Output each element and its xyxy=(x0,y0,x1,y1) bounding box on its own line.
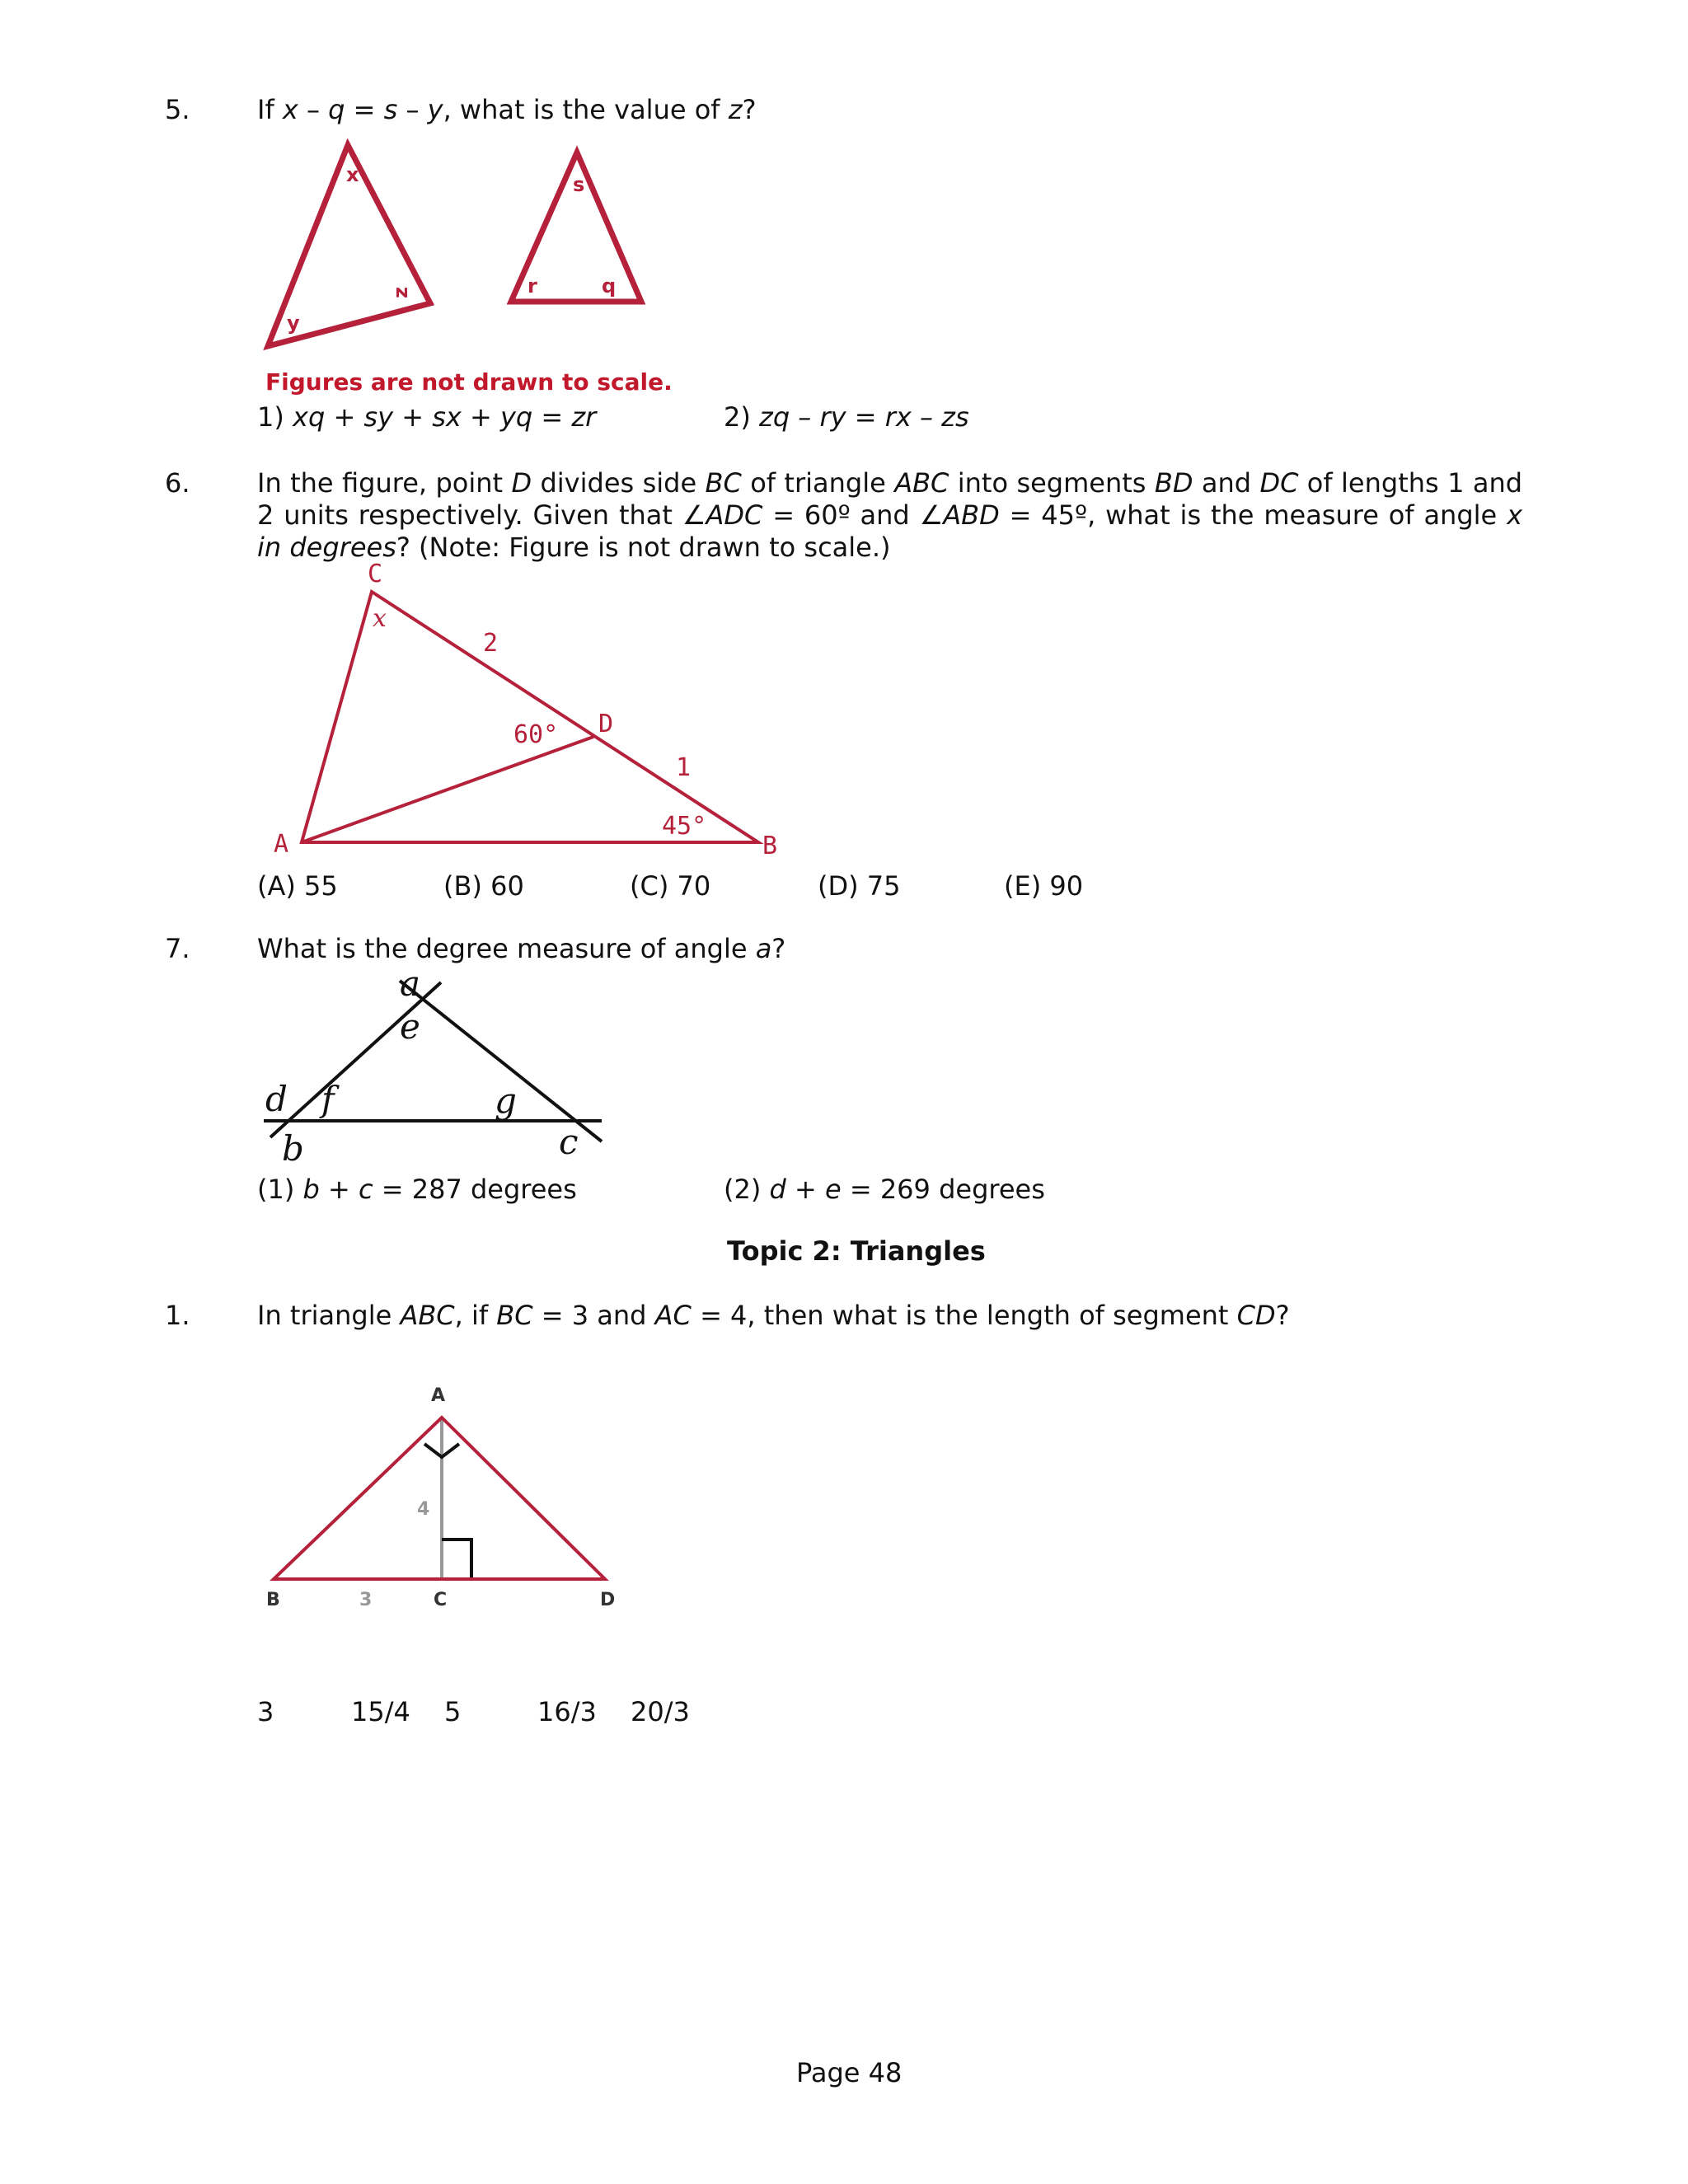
q6-label-60: 60° xyxy=(513,720,559,749)
q5-s1-expr: xq + sy + sx + yq = zr xyxy=(293,401,597,433)
t2-q1-figure xyxy=(256,1376,635,1615)
q5-label-r: r xyxy=(528,274,537,298)
var-ABC: ABC xyxy=(894,467,950,499)
t2-q1-label-B: B xyxy=(266,1590,280,1610)
q5-s1-prefix: 1) xyxy=(257,401,293,433)
t2-q1-label-A: A xyxy=(431,1385,446,1406)
q7-qmark: ? xyxy=(771,933,786,964)
var-BD: BD xyxy=(1154,467,1193,499)
q7-number: 7. xyxy=(165,933,190,964)
q6-figure xyxy=(264,557,808,862)
t2-q1-stem xyxy=(257,1300,1290,1332)
page-number: Page 48 xyxy=(796,2057,903,2088)
t2-q1-triangle-ABD xyxy=(274,1418,605,1579)
x-in-degrees: x in degrees xyxy=(257,499,1523,563)
q5-qmark: ? xyxy=(742,94,757,125)
q6-segment-AD xyxy=(302,737,593,842)
q6-choice-c: (C) 70 xyxy=(630,870,711,902)
var-x: x xyxy=(282,94,298,125)
q7-stem xyxy=(257,933,785,965)
q7-label-b: b xyxy=(282,1128,304,1169)
t2-q1-choice-3: 5 xyxy=(444,1696,462,1727)
q7-s2-rest: = 269 degrees xyxy=(841,1174,1045,1205)
var-c: c xyxy=(358,1174,373,1205)
q6-text-1: In the figure, point xyxy=(257,467,512,499)
figure-note: Figures are not drawn to scale. xyxy=(265,368,673,396)
q6-text-3: of triangle xyxy=(741,467,895,499)
q5-number: 5. xyxy=(165,94,190,125)
q5-label-q: q xyxy=(602,274,617,298)
q5-minus: – xyxy=(298,94,329,125)
t2-q1-qmark: ? xyxy=(1275,1300,1290,1331)
q5-label-z: z xyxy=(389,287,412,298)
q6-label-B: B xyxy=(762,832,778,860)
q5-s2-prefix: 2) xyxy=(724,401,760,433)
q7-label-d: d xyxy=(265,1079,288,1119)
q5-stem-text2: , what is the value of xyxy=(443,94,729,125)
q7-stem-text: What is the degree measure of angle xyxy=(257,933,756,964)
q7-statement-1 xyxy=(257,1174,577,1206)
var-DC: DC xyxy=(1259,467,1299,499)
t2-q1-choice-5: 20/3 xyxy=(631,1696,690,1727)
q7-statement-2 xyxy=(724,1174,1045,1206)
q6-label-1: 1 xyxy=(676,753,692,782)
q6-label-2: 2 xyxy=(483,629,499,658)
var-BC: BC xyxy=(496,1300,533,1331)
topic-heading: Topic 2: Triangles xyxy=(727,1235,986,1267)
q6-number: 6. xyxy=(165,467,190,499)
q5-label-y: y xyxy=(287,312,300,335)
var-q: q xyxy=(328,94,345,125)
q6-choice-d: (D) 75 xyxy=(818,870,901,902)
var-AC: AC xyxy=(654,1300,692,1331)
q6-stem xyxy=(257,467,1522,564)
var-e: e xyxy=(824,1174,842,1205)
var-BC: BC xyxy=(705,467,742,499)
q5-minus2: – xyxy=(397,94,428,125)
q6-text-6: of lengths 1 and 2 units respectively. Given that xyxy=(257,467,1523,531)
q6-triangle-ABC xyxy=(302,592,758,842)
q5-stem-text: If xyxy=(257,94,283,125)
q7-s1-plus: + xyxy=(319,1174,359,1205)
var-s: s xyxy=(383,94,398,125)
t2-q1-choice-1: 3 xyxy=(257,1696,274,1727)
var-y: y xyxy=(427,94,443,125)
q6-choice-e: (E) 90 xyxy=(1004,870,1084,902)
var-CD: CD xyxy=(1236,1300,1276,1331)
q7-label-e: e xyxy=(400,1006,420,1047)
q7-s2-plus: + xyxy=(785,1174,825,1205)
var-z: z xyxy=(728,94,743,125)
q6-text-5: and xyxy=(1193,467,1260,499)
q6-label-D: D xyxy=(598,710,614,738)
q7-s1-rest: = 287 degrees xyxy=(373,1174,577,1205)
q6-choice-a: (A) 55 xyxy=(257,870,338,902)
q6-text-4: into segments xyxy=(949,467,1155,499)
t2-q1-text-2: , if xyxy=(454,1300,497,1331)
t2-q1-text-4: = 4, then what is the length of segment xyxy=(691,1300,1237,1331)
q6-label-A: A xyxy=(274,830,289,859)
t2-q1-label-C: C xyxy=(434,1590,448,1610)
q6-text-9: ? (Note: Figure is not drawn to scale.) xyxy=(396,532,891,563)
q7-label-f: f xyxy=(321,1079,335,1119)
angle-ADC: ∠ADC xyxy=(682,499,763,531)
q7-label-c: c xyxy=(559,1122,579,1162)
q5-s2-expr: zq – ry = rx – zs xyxy=(759,401,969,433)
t2-q1-number: 1. xyxy=(165,1300,190,1331)
q5-figure xyxy=(247,132,676,363)
t2-q1-right-angle-mark xyxy=(442,1540,471,1579)
q7-s2-prefix: (2) xyxy=(724,1174,770,1205)
q6-text-8: = 45º, what is the measure of angle xyxy=(999,499,1507,531)
q6-label-45: 45° xyxy=(662,812,707,841)
q5-label-s: s xyxy=(573,173,585,196)
t2-q1-label-D: D xyxy=(600,1590,616,1610)
t2-q1-choice-2: 15/4 xyxy=(351,1696,410,1727)
q7-figure xyxy=(256,964,610,1170)
q5-equals: = xyxy=(345,94,384,125)
q5-stem xyxy=(257,94,757,126)
q7-s1-prefix: (1) xyxy=(257,1174,303,1205)
q5-statement-2 xyxy=(724,401,969,434)
q5-statement-1 xyxy=(257,401,596,434)
var-a: a xyxy=(755,933,772,964)
q6-text-7: = 60º and xyxy=(762,499,920,531)
t2-q1-text-3: = 3 and xyxy=(532,1300,655,1331)
q6-text-2: divides side xyxy=(532,467,706,499)
var-d: d xyxy=(769,1174,786,1205)
var-b: b xyxy=(302,1174,320,1205)
t2-q1-label-4: 4 xyxy=(417,1499,430,1520)
t2-q1-choice-4: 16/3 xyxy=(537,1696,597,1727)
t2-q1-label-3: 3 xyxy=(359,1590,373,1610)
var-D: D xyxy=(511,467,532,499)
q6-label-x: x xyxy=(373,604,387,633)
q6-choice-b: (B) 60 xyxy=(443,870,524,902)
q5-label-x: x xyxy=(346,163,359,186)
angle-ABD: ∠ABD xyxy=(919,499,1000,531)
t2-q1-text-1: In triangle xyxy=(257,1300,401,1331)
var-ABC: ABC xyxy=(400,1300,455,1331)
q7-label-g: g xyxy=(495,1080,517,1121)
q6-label-C: C xyxy=(368,560,383,588)
q7-label-a: a xyxy=(400,963,421,1004)
